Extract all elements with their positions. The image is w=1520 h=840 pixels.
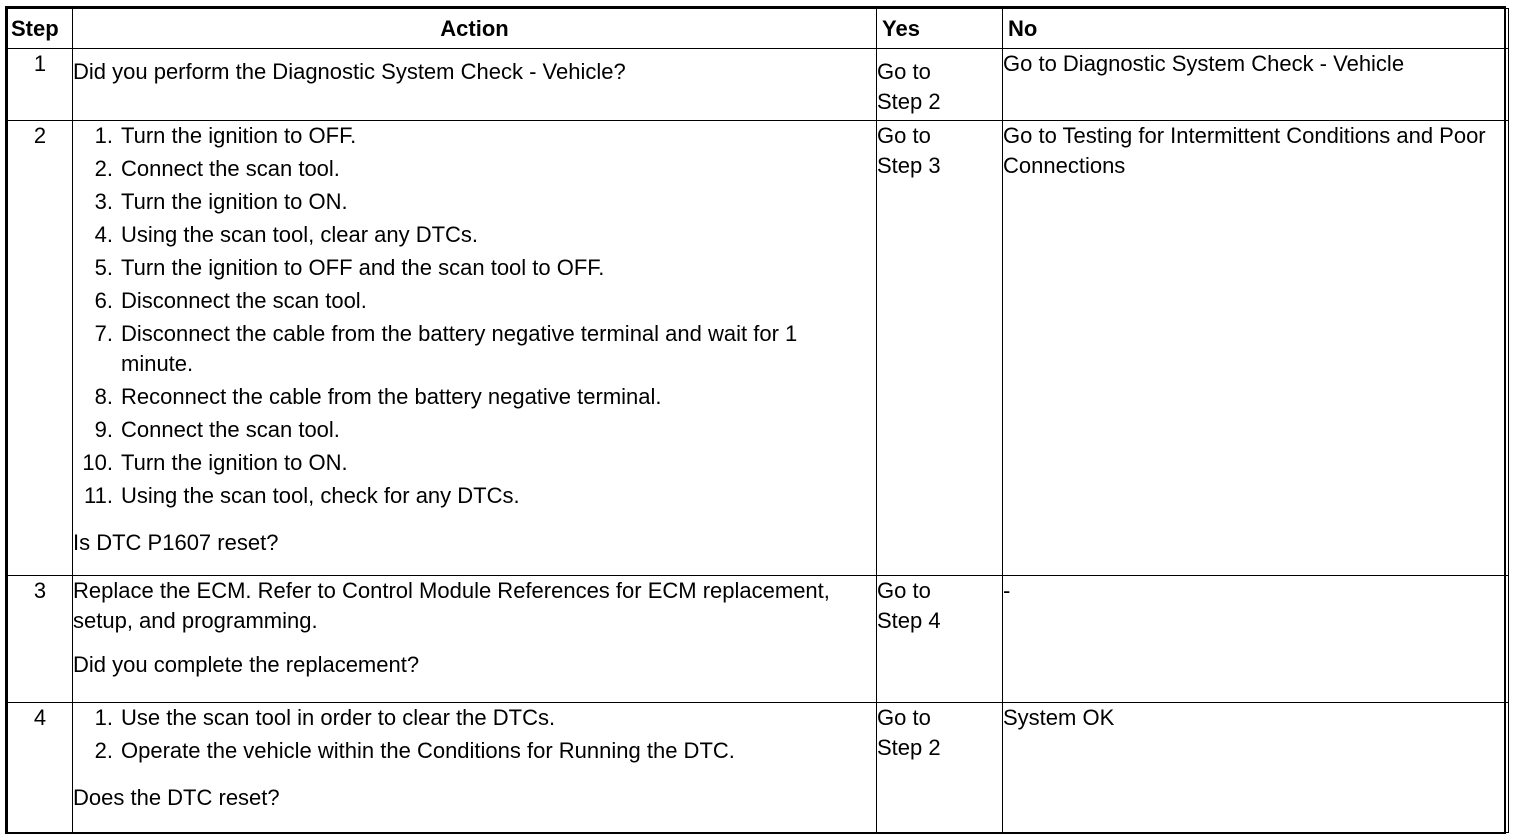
yes-goto-label: Go to: [877, 123, 931, 148]
yes-cell: [877, 121, 1003, 576]
substep-number: 8.: [94, 384, 113, 409]
question-text: Did you complete the replacement?: [73, 652, 420, 677]
substep-text: Turn the ignition to OFF.: [121, 123, 357, 148]
list-item: [73, 286, 876, 316]
yes-goto-target: Step 2: [877, 89, 941, 114]
substep-number: 10.: [82, 450, 113, 475]
spacer: [73, 636, 876, 650]
substep-number: 4.: [94, 222, 113, 247]
question-text: Did you perform the Diagnostic System Check - Vehicle?: [73, 59, 626, 84]
list-item: [73, 382, 876, 412]
action-cell: [73, 121, 877, 576]
header-no: No: [1003, 9, 1509, 49]
table-row-step-4: [8, 703, 1509, 833]
substep-number: 2.: [94, 156, 113, 181]
list-item: [73, 415, 876, 445]
list-item: [73, 736, 876, 766]
spacer: [73, 514, 876, 528]
substep-number: 6.: [94, 288, 113, 313]
substep-number: 7.: [94, 321, 113, 346]
action-cell: [73, 703, 877, 833]
diagnostic-table: [7, 8, 1509, 833]
yes-cell: [877, 49, 1003, 121]
substep-text: Using the scan tool, clear any DTCs.: [121, 222, 479, 247]
substep-number: 3.: [94, 189, 113, 214]
list-item: [73, 220, 876, 250]
substep-text: Disconnect the scan tool.: [121, 288, 367, 313]
substep-text: Using the scan tool, check for any DTCs.: [121, 483, 520, 508]
no-cell: System OK: [1003, 703, 1509, 833]
header-yes: Yes: [877, 9, 1003, 49]
substep-number: 5.: [94, 255, 113, 280]
no-cell: Go to Testing for Intermittent Conditions and Poor Connections: [1003, 121, 1509, 576]
list-item: [73, 481, 876, 511]
diagnostic-table-frame: [5, 6, 1506, 834]
yes-goto-label: Go to: [877, 705, 931, 730]
list-item: [73, 703, 876, 733]
substep-text: Operate the vehicle within the Conditions for Running the DTC.: [121, 738, 735, 763]
yes-cell: [877, 703, 1003, 833]
substep-text: Connect the scan tool.: [121, 156, 340, 181]
substep-number: 2.: [94, 738, 113, 763]
substep-number: 11.: [84, 483, 113, 508]
question-text: Is DTC P1607 reset?: [73, 530, 279, 555]
yes-goto-label: Go to: [877, 59, 931, 84]
table-row-step-2: [8, 121, 1509, 576]
list-item: [73, 154, 876, 184]
yes-goto-target: Step 3: [877, 153, 941, 178]
list-item: [73, 187, 876, 217]
substep-number: 1.: [94, 123, 113, 148]
step-number: 1: [8, 49, 73, 121]
substep-text: Reconnect the cable from the battery negative terminal.: [121, 384, 662, 409]
action-cell: [73, 49, 877, 121]
yes-goto-target: Step 2: [877, 735, 941, 760]
question-text: Does the DTC reset?: [73, 785, 280, 810]
spacer: [73, 769, 876, 783]
table-row-step-1: [8, 49, 1509, 121]
instruction-text: Replace the ECM. Refer to Control Module References for ECM replacement, setup, and programming.: [73, 578, 830, 633]
list-item: [73, 121, 876, 151]
yes-goto-target: Step 4: [877, 608, 941, 633]
yes-goto-label: Go to: [877, 578, 931, 603]
step-number: 4: [8, 703, 73, 833]
substep-list: [73, 703, 876, 766]
substep-text: Turn the ignition to OFF and the scan tool to OFF.: [121, 255, 605, 280]
header-action: Action: [73, 9, 877, 49]
list-item: [73, 253, 876, 283]
yes-cell: [877, 576, 1003, 703]
header-row: [8, 9, 1509, 49]
no-cell: -: [1003, 576, 1509, 703]
no-cell: Go to Diagnostic System Check - Vehicle: [1003, 49, 1509, 121]
substep-text: Disconnect the cable from the battery negative terminal and wait for 1 minute.: [121, 321, 798, 376]
substep-text: Connect the scan tool.: [121, 417, 340, 442]
substep-text: Use the scan tool in order to clear the DTCs.: [121, 705, 556, 730]
list-item: [73, 319, 876, 379]
action-cell: [73, 576, 877, 703]
step-number: 3: [8, 576, 73, 703]
step-number: 2: [8, 121, 73, 576]
substep-text: Turn the ignition to ON.: [121, 189, 348, 214]
substep-list: [73, 121, 876, 511]
substep-number: 9.: [94, 417, 113, 442]
header-step: Step: [8, 9, 73, 49]
substep-text: Turn the ignition to ON.: [121, 450, 348, 475]
list-item: [73, 448, 876, 478]
substep-number: 1.: [94, 705, 113, 730]
table-row-step-3: [8, 576, 1509, 703]
